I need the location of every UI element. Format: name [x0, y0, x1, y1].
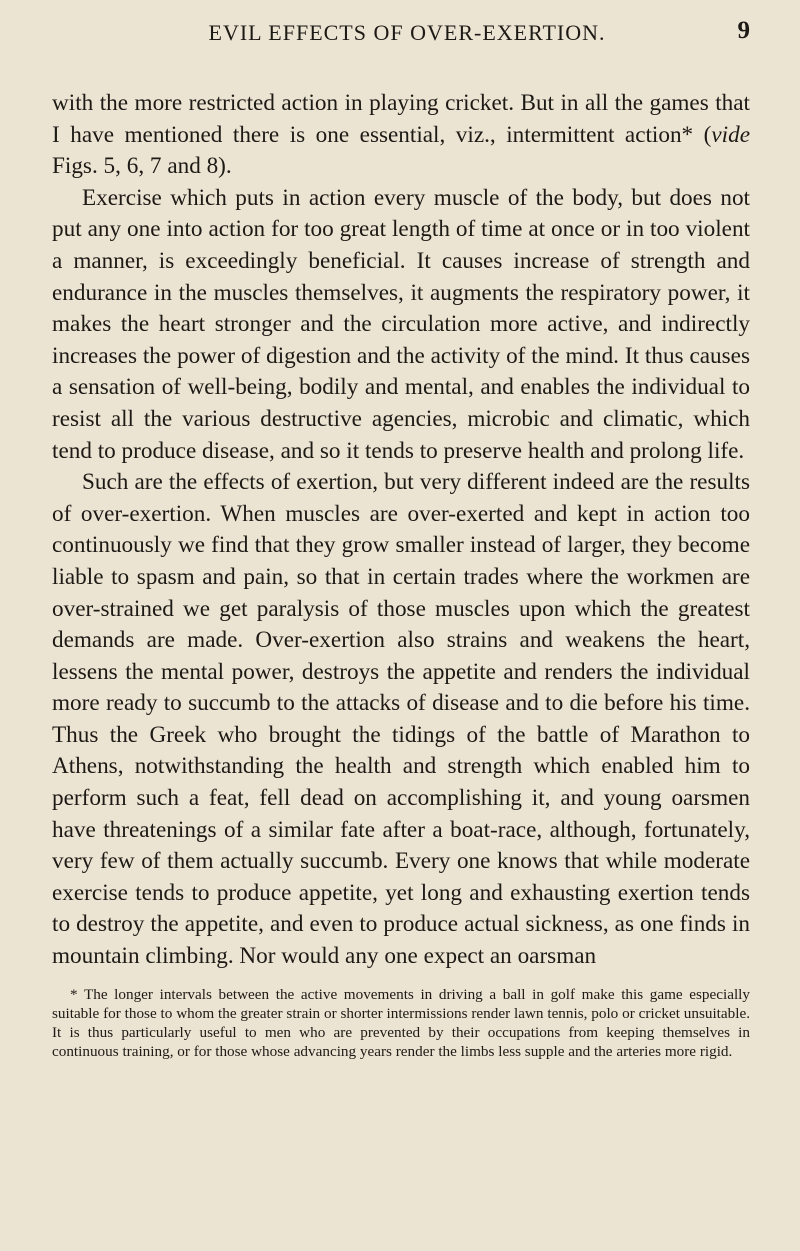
footnote: * The longer intervals between the active movements in driving a ball in golf make this game especially suitable for those to whom the greater strain or shorter intermissions render lawn tennis, polo or cricket unsuitable. It is thus particularly useful to men who are prevented by their occupations from keeping themselves in continuous training, or for those whose advancing years render the limbs less supple and the arteries more rigid.: [52, 985, 750, 1061]
running-head: [52, 0, 750, 50]
body-text: [52, 88, 750, 973]
vide-italic: vide: [711, 121, 750, 148]
page-number: 9: [737, 17, 750, 44]
running-title: EVIL EFFECTS OF OVER-EXERTION.: [208, 20, 606, 45]
paragraph-1-end: Figs. 5, 6, 7 and 8).: [52, 153, 232, 180]
paragraph-exercise: Exercise which puts in action every muscle of the body, but does not put any one into action for too great length of time at once or in too violent a manner, is exceedingly beneficial. It causes increase of strength and endurance in the muscles themselves, it augments the respiratory power, it makes the heart stronger and the circulation more active, and indirectly increases the power of digestion and the activity of the mind. It thus causes a sensation of well-being, bodily and mental, and enables the individual to resist all the various destructive agencies, microbic and climatic, which tend to produce disease, and so it tends to preserve health and prolong life.: [52, 184, 750, 464]
paragraph-over-exertion: Such are the effects of exertion, but very different indeed are the results of over-exertion. When muscles are over-exerted and kept in action too continuously we find that they grow smaller instead of larger, they become liable to spasm and pain, so that in certain trades where the workmen are over-strained we get paralysis of those muscles upon which the greatest demands are made. Over-exertion also strains and weakens the heart, lessens the mental power, destroys the appetite and renders the individual more ready to succumb to the attacks of disease and to die before his time. Thus the Greek who brought the tidings of the battle of Marathon to Athens, notwithstanding the health and strength which enabled him to perform such a feat, fell dead on accomplishing it, and young oarsmen have threatenings of a similar fate after a boat-race, although, fortunately, very few of them actually succumb. Every one knows that while moderate exercise tends to produce appetite, yet long and exhausting exertion tends to destroy the appetite, and even to produce actual sickness, as one finds in mountain climbing. Nor would any one expect an oarsman: [52, 469, 750, 970]
paragraph-1-text: with the more restricted action in playing cricket. But in all the games that I have mentioned there is one essential, viz., intermittent action* (: [52, 90, 750, 148]
paragraph-continued: [52, 88, 750, 183]
